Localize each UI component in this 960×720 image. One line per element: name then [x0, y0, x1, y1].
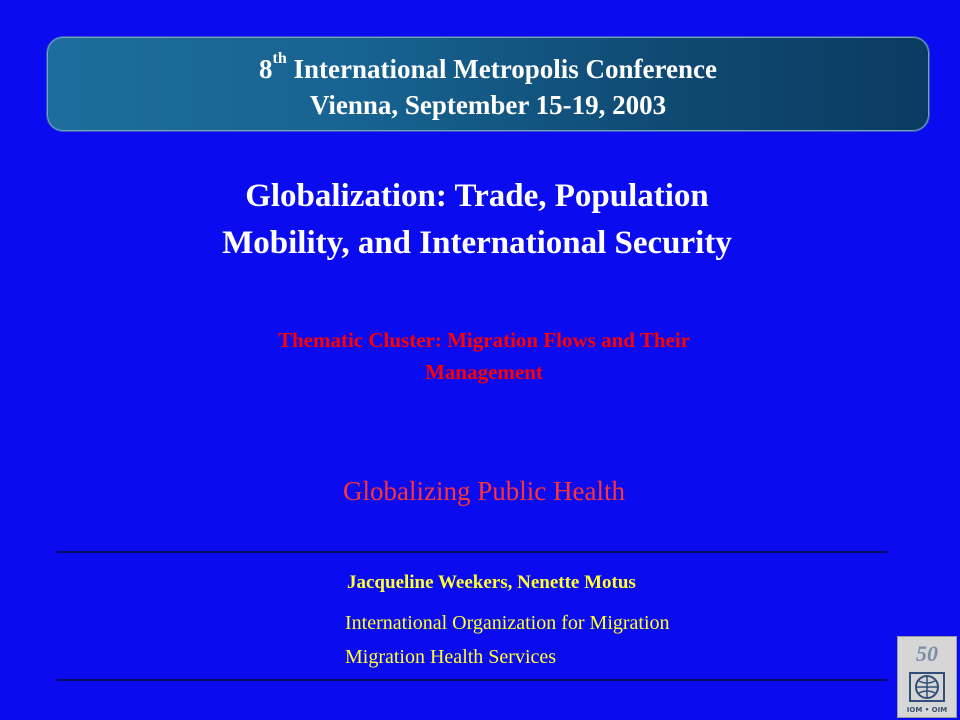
organization-name: International Organization for Migration — [345, 612, 670, 634]
slide-title-line-1: Globalization: Trade, Population — [245, 178, 709, 214]
department-name: Migration Health Services — [345, 646, 557, 668]
presentation-topic: Globalizing Public Health — [343, 476, 625, 506]
iom-logo — [897, 636, 957, 718]
ordinal-suffix: th — [272, 50, 287, 67]
globe-icon — [909, 672, 945, 702]
logo-caption: IOM • OIM — [906, 706, 948, 714]
anniversary-mark: 50 — [916, 641, 938, 666]
divider-top — [57, 551, 887, 553]
authors: Jacqueline Weekers, Nenette Motus — [347, 572, 636, 593]
conference-banner — [47, 37, 929, 131]
thematic-cluster-line-2: Management — [425, 360, 543, 384]
thematic-cluster-line-1: Thematic Cluster: Migration Flows and Their — [277, 328, 690, 352]
banner-line-1: 8th International Metropolis Conference — [259, 50, 717, 84]
divider-bottom — [57, 679, 887, 681]
banner-line-2: Vienna, September 15-19, 2003 — [309, 90, 667, 120]
slide-title-line-2: Mobility, and International Security — [222, 225, 732, 261]
